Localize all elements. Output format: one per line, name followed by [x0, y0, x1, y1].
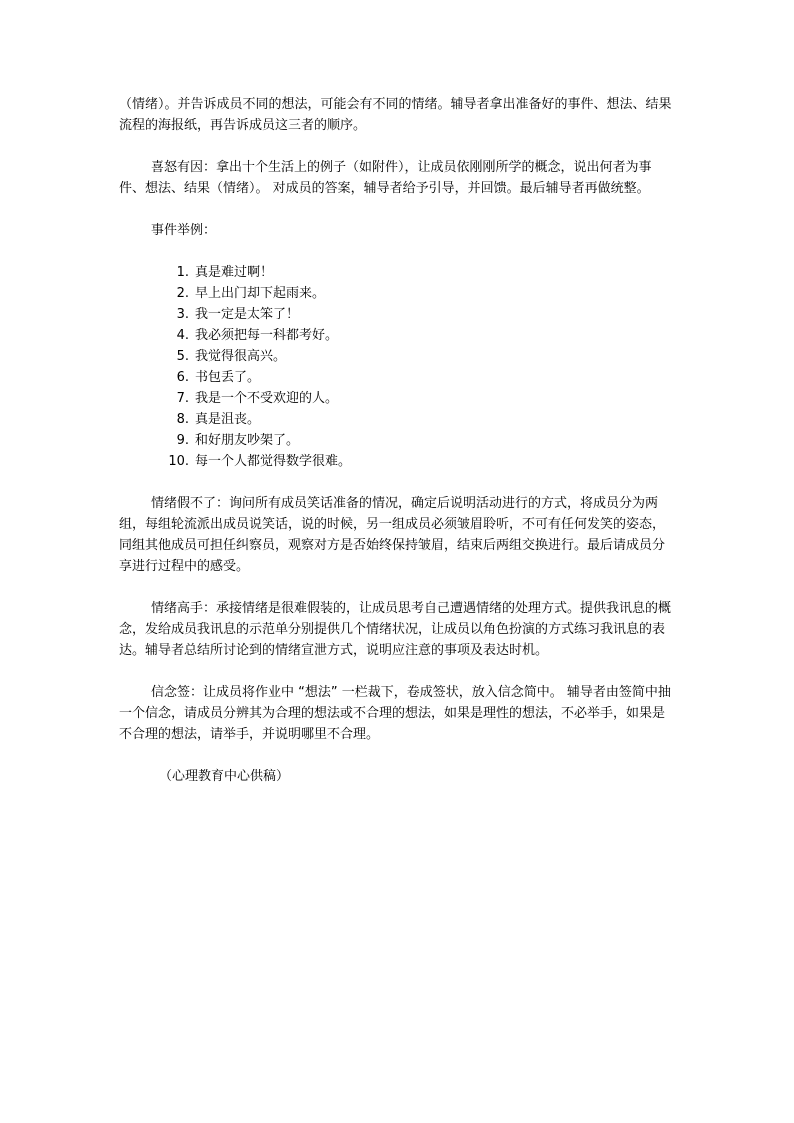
list-item: [167, 325, 675, 346]
list-item-text: 和好朋友吵架了。: [195, 433, 300, 448]
list-item: [167, 367, 675, 388]
list-item-text: 真是沮丧。: [195, 412, 261, 427]
list-item-number: 8.: [176, 412, 189, 427]
list-item-number: 3.: [176, 307, 189, 322]
intro-paragraph: （情绪）。并告诉成员不同的想法，可能会有不同的情绪。辅导者拿出准备好的事件、想法、结果流程的海报纸，再告诉成员这三者的顺序。: [119, 97, 672, 133]
fake-emotion-section-paragraph: 情绪假不了：询问所有成员笑话准备的情况，确定后说明活动进行的方式，将成员分为两组，每组轮流派出成员说笑话，说的时候，另一组成员必须皱眉聆听，不可有任何发笑的姿态，同组其他成员可担任纠察员，观察对方是否始终保持皱眉，结束后两组交换进行。最后请成员分享进行过程中的感受。: [119, 496, 666, 574]
belief-lots-section-paragraph: 信念签：让成员将作业中 “想法” 一栏裁下，卷成签状，放入信念简中。 辅导者由签简中抽一个信念，请成员分辨其为合理的想法或不合理的想法，如果是理性的想法，不必举手，如果是不合理的想法，请举手，并说明哪里不合理。: [119, 685, 671, 742]
emotion-master-section-paragraph: 情绪高手：承接情绪是很难假装的，让成员思考自己遭遇情绪的处理方式。提供我讯息的概念，发给成员我讯息的示范单分别提供几个情绪状况，让成员以角色扮演的方式练习我讯息的表达。辅导者总结所讨论到的情绪宣泄方式，说明应注意的事项及表达时机。: [119, 601, 672, 658]
examples-heading: 事件举例：: [151, 223, 217, 238]
list-item-text: 真是难过啊！: [195, 265, 274, 280]
list-item: [167, 304, 675, 325]
document-body: [119, 94, 675, 808]
event-examples-list: [119, 262, 675, 472]
list-item-text: 我一定是太笨了！: [195, 307, 300, 322]
list-item-number: 2.: [176, 286, 189, 301]
list-item-number: 10.: [168, 454, 189, 469]
anger-section-paragraph: 喜怒有因：拿出十个生活上的例子（如附件），让成员依刚刚所学的概念，说出何者为事件、想法、结果（情绪）。 对成员的答案，辅导者给予引导，并回馈。最后辅导者再做统整。: [119, 160, 652, 196]
list-item-number: 7.: [176, 391, 189, 406]
list-item-text: 书包丢了。: [195, 370, 261, 385]
source-credit: （心理教育中心供稿）: [159, 769, 290, 784]
list-item-text: 每一个人都觉得数学很难。: [195, 454, 352, 469]
list-item-text: 早上出门却下起雨来。: [195, 286, 326, 301]
list-item-number: 9.: [176, 433, 189, 448]
list-item: [167, 451, 675, 472]
list-item-text: 我是一个不受欢迎的人。: [195, 391, 339, 406]
list-item-number: 6.: [176, 370, 189, 385]
list-item: [167, 262, 675, 283]
list-item-number: 1.: [176, 265, 189, 280]
list-item: [167, 430, 675, 451]
list-item-text: 我必须把每一科都考好。: [195, 328, 339, 343]
list-item-text: 我觉得很高兴。: [195, 349, 287, 364]
list-item: [167, 388, 675, 409]
list-item: [167, 409, 675, 430]
list-item: [167, 346, 675, 367]
list-item-number: 4.: [176, 328, 189, 343]
list-item-number: 5.: [176, 349, 189, 364]
list-item: [167, 283, 675, 304]
